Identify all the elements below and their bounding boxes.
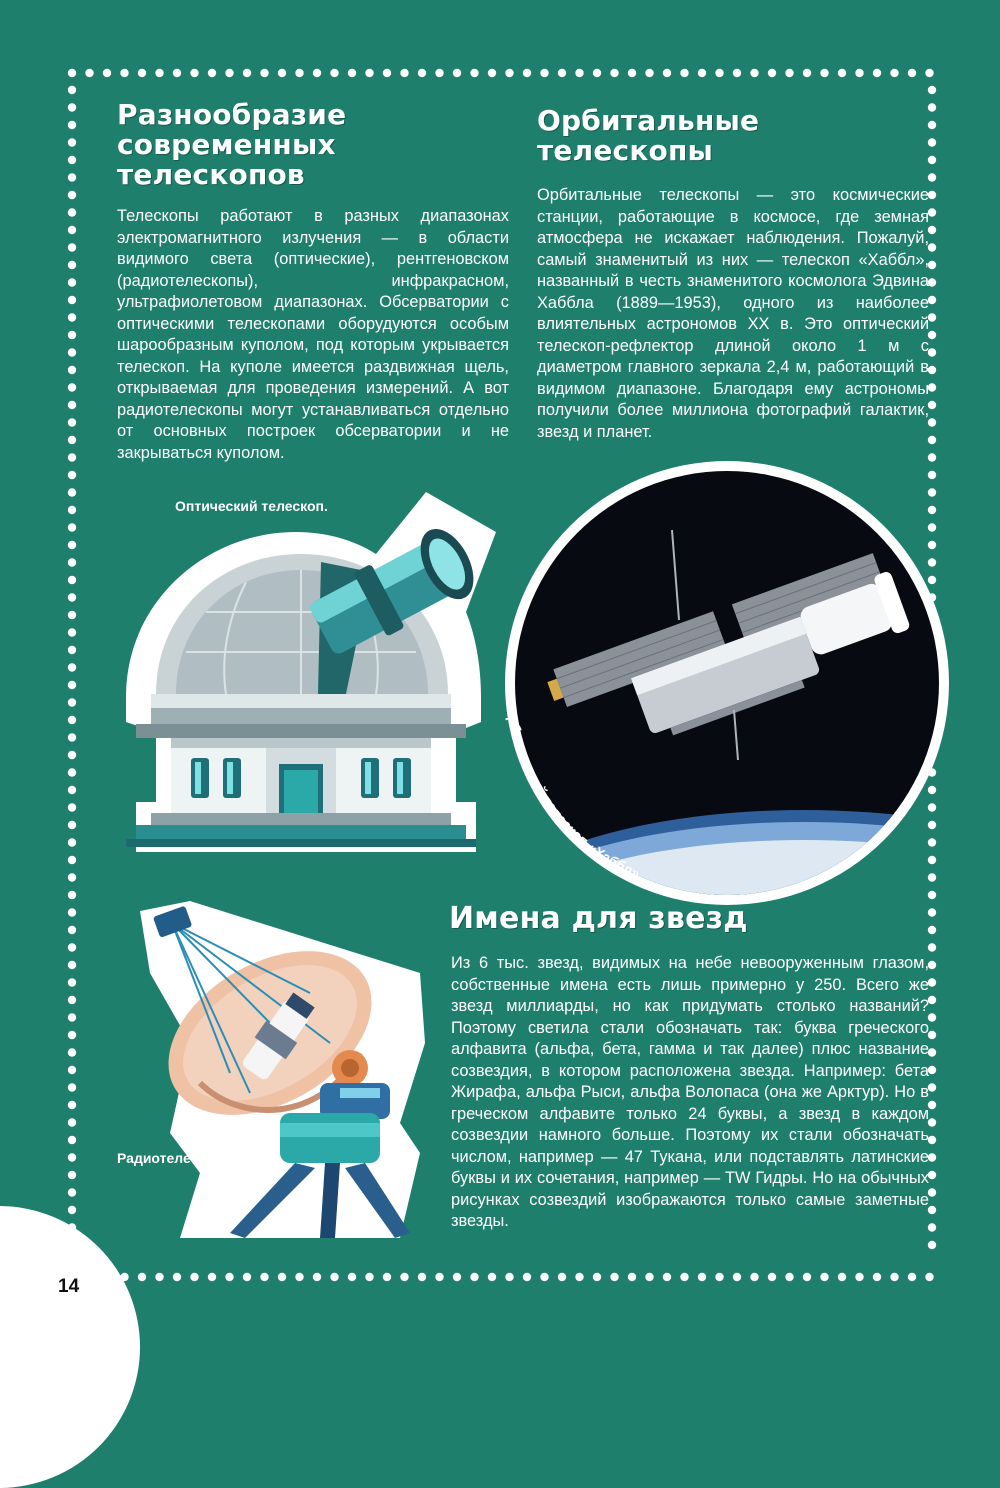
border-dot: [838, 1273, 846, 1281]
border-dot: [138, 69, 146, 77]
border-dot: [365, 1273, 373, 1281]
border-dot: [418, 1273, 426, 1281]
border-dot: [523, 1273, 531, 1281]
border-dot: [68, 471, 76, 479]
border-dot: [928, 121, 936, 129]
border-dot: [928, 278, 936, 286]
border-dot: [890, 1273, 898, 1281]
border-dot: [928, 331, 936, 339]
border-dot: [928, 961, 936, 969]
border-dot: [925, 69, 933, 77]
border-dot: [68, 261, 76, 269]
border-dot: [928, 996, 936, 1004]
border-dot: [68, 69, 76, 77]
border-dot: [785, 69, 793, 77]
border-dot: [593, 1273, 601, 1281]
page-number: 14: [58, 1276, 80, 1297]
border-dot: [715, 1273, 723, 1281]
border-dot: [68, 121, 76, 129]
border-dot: [733, 1273, 741, 1281]
border-dot: [908, 69, 916, 77]
border-dot: [68, 593, 76, 601]
border-dot: [453, 1273, 461, 1281]
border-dot: [68, 1013, 76, 1021]
border-dot: [488, 1273, 496, 1281]
border-dot: [68, 401, 76, 409]
section-text-diversity: Телескопы работают в разных диапазонах электромагнитного излучения — в области видимого света (оптические), рентгеновском (радиотелескопы), инфракрасном, ультрафиолетовом диапазонах. Обсерватории с оптическими телескопами оборудуются особым шарообразным куполом, под которым укрывается телескоп. На куполе имеется раздвижная щель, открываемая для проведения измерений. А вот радиотелескопы могут устанавливаться отдельно от основных построек обсерватории и не закрываться куполом.: [117, 207, 509, 462]
border-dot: [68, 226, 76, 234]
border-dot: [68, 541, 76, 549]
border-dot: [68, 1206, 76, 1214]
border-dot: [68, 698, 76, 706]
border-dot: [820, 69, 828, 77]
border-dot: [68, 296, 76, 304]
svg-text:Орбитальный телескоп «Хаббл».: [503, 704, 646, 883]
border-dot: [928, 1223, 936, 1231]
border-dot: [68, 803, 76, 811]
border-dot: [68, 1136, 76, 1144]
border-dot: [663, 69, 671, 77]
border-dot: [928, 1241, 936, 1249]
border-dot: [68, 1066, 76, 1074]
border-dot: [908, 1273, 916, 1281]
border-dot: [715, 69, 723, 77]
border-dot: [68, 366, 76, 374]
border-dot: [928, 1013, 936, 1021]
border-dot: [610, 69, 618, 77]
border-dot: [928, 191, 936, 199]
border-dot: [68, 208, 76, 216]
border-dot: [645, 1273, 653, 1281]
border-dot: [68, 663, 76, 671]
border-dot: [260, 69, 268, 77]
border-dot: [68, 786, 76, 794]
border-dot: [68, 558, 76, 566]
border-dot: [190, 1273, 198, 1281]
border-dot: [68, 926, 76, 934]
border-dot: [68, 453, 76, 461]
border-dot: [68, 523, 76, 531]
border-dot: [295, 1273, 303, 1281]
border-dot: [593, 69, 601, 77]
border-dot: [855, 69, 863, 77]
border-dot: [278, 1273, 286, 1281]
border-dot: [68, 856, 76, 864]
border-dot: [68, 156, 76, 164]
border-dot: [383, 69, 391, 77]
border-dot: [68, 1031, 76, 1039]
border-dot: [68, 173, 76, 181]
border-dot: [330, 1273, 338, 1281]
border-dot: [628, 69, 636, 77]
border-dot: [173, 1273, 181, 1281]
border-dot: [928, 173, 936, 181]
border-dot: [155, 1273, 163, 1281]
section-title-orbital: Орбитальные телескопы: [537, 104, 760, 167]
hubble-caption-arc: [480, 560, 740, 920]
border-dot: [928, 926, 936, 934]
border-dot: [313, 69, 321, 77]
border-dot: [138, 1273, 146, 1281]
border-dot: [488, 69, 496, 77]
border-dot: [68, 103, 76, 111]
border-dot: [733, 69, 741, 77]
border-dot: [470, 69, 478, 77]
border-dot: [698, 1273, 706, 1281]
border-dot: [68, 243, 76, 251]
border-dot: [68, 891, 76, 899]
section-title-names: Имена для звезд: [449, 901, 748, 936]
border-dot: [785, 1273, 793, 1281]
caption-optical-telescope: Оптический телескоп.: [175, 498, 328, 514]
border-dot: [890, 69, 898, 77]
border-dot: [928, 1136, 936, 1144]
border-dot: [68, 383, 76, 391]
border-dot: [313, 1273, 321, 1281]
border-dot: [928, 156, 936, 164]
border-dot: [645, 69, 653, 77]
border-dot: [928, 943, 936, 951]
border-dot: [873, 1273, 881, 1281]
caption-hubble: Орбитальный телескоп «Хаббл».: [503, 703, 646, 883]
border-dot: [928, 908, 936, 916]
border-dot: [925, 1273, 933, 1281]
border-dot: [435, 1273, 443, 1281]
border-dot: [68, 1118, 76, 1126]
border-dot: [928, 1171, 936, 1179]
border-dot: [68, 576, 76, 584]
border-dot: [68, 506, 76, 514]
border-dot: [208, 1273, 216, 1281]
border-dot: [383, 1273, 391, 1281]
border-dot: [68, 961, 76, 969]
border-dot: [680, 69, 688, 77]
border-dot: [208, 69, 216, 77]
border-dot: [540, 69, 548, 77]
border-dot: [928, 1118, 936, 1126]
observatory-illustration: [96, 472, 496, 882]
border-dot: [803, 69, 811, 77]
border-dot: [575, 1273, 583, 1281]
border-dot: [540, 1273, 548, 1281]
border-dot: [68, 348, 76, 356]
border-dot: [68, 628, 76, 636]
border-dot: [663, 1273, 671, 1281]
border-dot: [505, 1273, 513, 1281]
border-dot: [68, 191, 76, 199]
border-dot: [68, 1171, 76, 1179]
border-dot: [928, 313, 936, 321]
border-dot: [278, 69, 286, 77]
border-dot: [470, 1273, 478, 1281]
border-dot: [295, 69, 303, 77]
border-dot: [400, 1273, 408, 1281]
border-dot: [68, 1083, 76, 1091]
border-dot: [68, 681, 76, 689]
border-dot: [68, 138, 76, 146]
border-dot: [68, 1101, 76, 1109]
border-dot: [68, 996, 76, 1004]
border-dot: [680, 1273, 688, 1281]
border-dot: [453, 69, 461, 77]
border-dot: [225, 69, 233, 77]
border-dot: [928, 1031, 936, 1039]
border-dot: [330, 69, 338, 77]
border-dot: [855, 1273, 863, 1281]
border-dot: [928, 261, 936, 269]
border-dot: [928, 1153, 936, 1161]
border-dot: [418, 69, 426, 77]
border-dot: [768, 69, 776, 77]
border-dot: [505, 69, 513, 77]
border-dot: [243, 1273, 251, 1281]
border-dot: [173, 69, 181, 77]
border-dot: [928, 243, 936, 251]
border-dot: [698, 69, 706, 77]
border-dot: [68, 751, 76, 759]
border-dot: [928, 103, 936, 111]
border-dot: [68, 838, 76, 846]
border-dot: [365, 69, 373, 77]
border-dot: [243, 69, 251, 77]
border-dot: [120, 69, 128, 77]
border-dot: [68, 768, 76, 776]
border-dot: [68, 733, 76, 741]
border-dot: [523, 69, 531, 77]
border-dot: [68, 331, 76, 339]
border-dot: [348, 69, 356, 77]
border-dot: [103, 69, 111, 77]
border-dot: [873, 69, 881, 77]
border-dot: [928, 208, 936, 216]
border-dot: [610, 1273, 618, 1281]
border-dot: [928, 86, 936, 94]
border-dot: [68, 1188, 76, 1196]
border-dot: [928, 418, 936, 426]
border-dot: [68, 821, 76, 829]
border-dot: [190, 69, 198, 77]
border-dot: [928, 1101, 936, 1109]
border-dot: [838, 69, 846, 77]
border-dot: [85, 69, 93, 77]
border-dot: [348, 1273, 356, 1281]
border-dot: [68, 611, 76, 619]
border-dot: [68, 313, 76, 321]
border-dot: [628, 1273, 636, 1281]
border-dot: [68, 943, 76, 951]
caption-radio-telescope: Радиотелескоп.: [117, 1150, 227, 1166]
border-dot: [68, 488, 76, 496]
border-dot: [928, 1206, 936, 1214]
border-dot: [575, 69, 583, 77]
section-title-diversity: Разнообразие современных телескопов: [117, 98, 347, 191]
border-dot: [68, 418, 76, 426]
border-dot: [928, 1083, 936, 1091]
border-dot: [928, 978, 936, 986]
border-dot: [68, 646, 76, 654]
border-dot: [803, 1273, 811, 1281]
border-dot: [558, 69, 566, 77]
border-dot: [68, 1048, 76, 1056]
border-dot: [68, 436, 76, 444]
border-dot: [768, 1273, 776, 1281]
border-dot: [928, 138, 936, 146]
border-dot: [435, 69, 443, 77]
border-dot: [928, 1188, 936, 1196]
border-dot: [928, 1048, 936, 1056]
border-dot: [68, 716, 76, 724]
radio-telescope-illustration: [120, 893, 430, 1253]
border-dot: [260, 1273, 268, 1281]
border-dot: [558, 1273, 566, 1281]
border-dot: [928, 296, 936, 304]
border-dot: [928, 401, 936, 409]
border-dot: [155, 69, 163, 77]
border-dot: [750, 1273, 758, 1281]
border-dot: [68, 978, 76, 986]
border-dot: [68, 86, 76, 94]
border-dot: [68, 1153, 76, 1161]
section-text-orbital: Орбитальные телескопы — это космические станции, работающие в космосе, где земная атмосфера не искажает наблюдения. Пожалуй, самый знаменитый из них — телескоп «Хаббл», названный в честь знаменитого космолога Эдвина Хаббла (1889—1953), одного из наиболее влиятельных астрономов XX в. Это оптический телескоп-рефлектор длиной около 1 м с диаметром главного зеркала 2,4 м, работающий в видимом диапазоне. Благодаря ему астрономы получили более миллиона фотографий галактик, звезд и планет.: [537, 186, 929, 441]
border-dot: [928, 1066, 936, 1074]
border-dot: [68, 278, 76, 286]
border-dot: [750, 69, 758, 77]
border-dot: [68, 908, 76, 916]
border-dot: [928, 436, 936, 444]
border-dot: [928, 348, 936, 356]
border-dot: [928, 366, 936, 374]
section-text-names: Из 6 тыс. звезд, видимых на небе невооруженным глазом, собственные имена есть лишь примерно у 250. Всего же звезд миллиарды, но как придумать столько названий? Поэтому светила стали обозначать так: буква греческого алфавита (альфа, бета, гамма и так далее) плюс название созвездия, в котором расположена звезда. Например: бета Жирафа, альфа Рыси, альфа Волопаса (она же Арктур). Но в греческом алфавите только 24 буквы, а звезд в каждом созвездии намного больше. Поэтому их стали обозначать числом, например — 47 Тукана, или подставлять латинские буквы и их сочетания, например — TW Гидры. Но на обычных рисунках созвездий изображаются только самые заметные звезды.: [451, 954, 929, 1230]
border-dot: [928, 383, 936, 391]
border-dot: [68, 873, 76, 881]
border-dot: [928, 226, 936, 234]
border-dot: [225, 1273, 233, 1281]
border-dot: [820, 1273, 828, 1281]
border-dot: [400, 69, 408, 77]
